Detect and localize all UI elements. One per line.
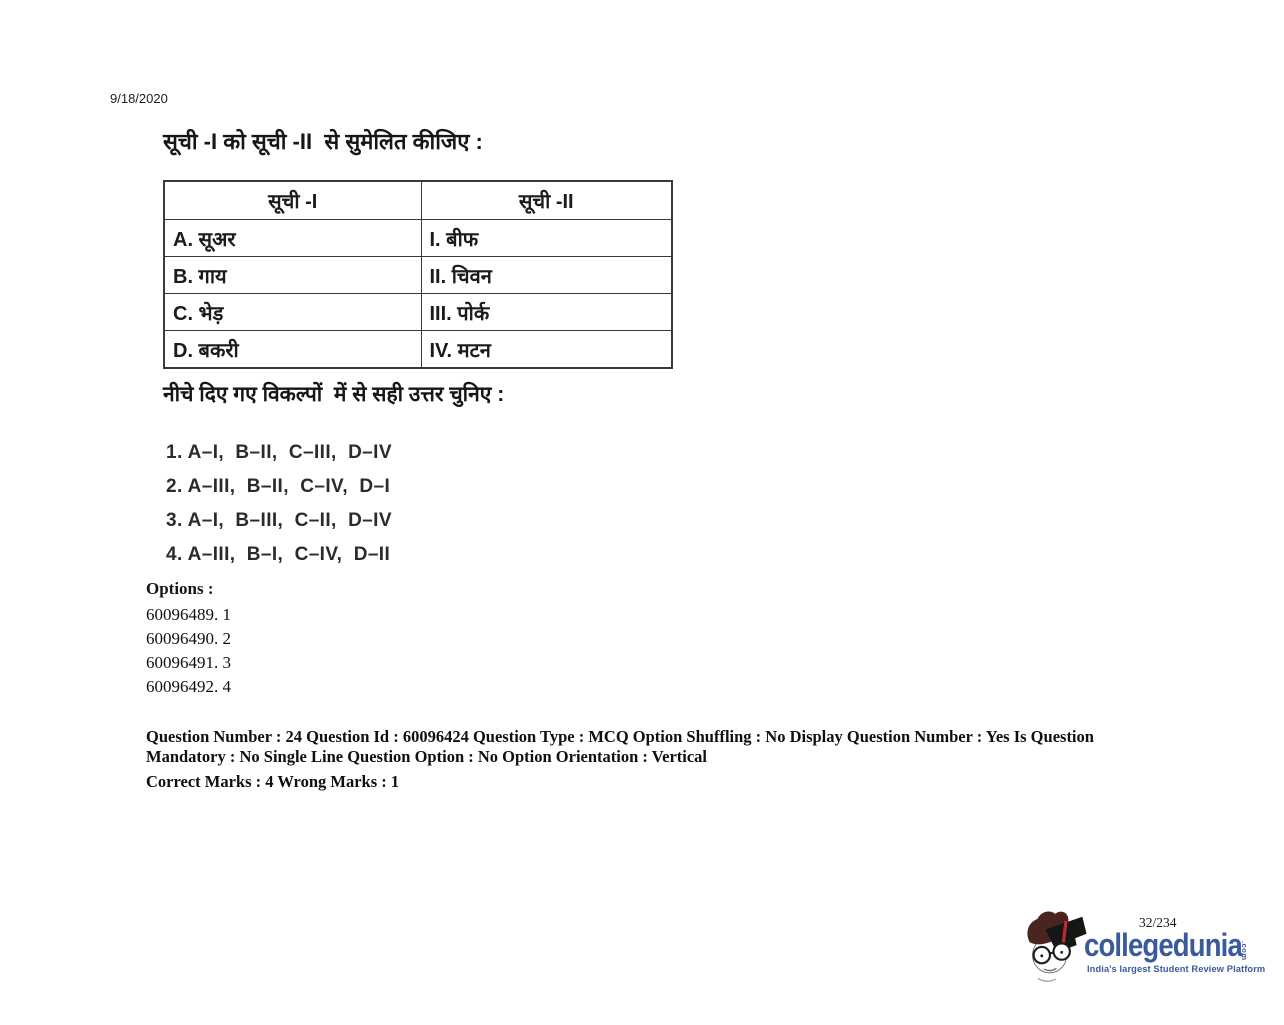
option-value: 2 xyxy=(222,629,231,648)
option-id-row xyxy=(146,627,231,651)
choice-2: 2. A–III, B–II, C–IV, D–I xyxy=(166,476,391,497)
choice-3: 3. A–I, B–III, C–II, D–IV xyxy=(166,510,392,531)
page-indicator: 32/234 xyxy=(1139,915,1177,930)
table-header-list1: सूची -I xyxy=(164,181,421,220)
table-header-row xyxy=(164,181,672,220)
marks-line: Correct Marks : 4 Wrong Marks : 1 xyxy=(146,772,400,791)
table-row xyxy=(164,257,672,294)
table-cell: I. बीफ xyxy=(421,220,672,257)
option-value: 1 xyxy=(222,605,231,624)
table-cell: II. चिवन xyxy=(421,257,672,294)
question-metadata xyxy=(146,727,1151,792)
choice-1: 1. A–I, B–II, C–III, D–IV xyxy=(166,442,392,463)
option-id: 60096490. xyxy=(146,629,219,648)
table-row xyxy=(164,220,672,257)
graduate-mascot-icon xyxy=(1024,908,1088,993)
collegedunia-logo: collegedunia xyxy=(1084,927,1242,963)
table-cell: III. पोर्क xyxy=(421,294,672,331)
logo-tld: .com xyxy=(1240,941,1249,961)
option-id: 60096489. xyxy=(146,605,219,624)
table-row xyxy=(164,294,672,331)
table-header-list2: सूची -II xyxy=(421,181,672,220)
table-cell: C. भेड़ xyxy=(164,294,421,331)
options-label: Options : xyxy=(146,579,214,598)
choice-4: 4. A–III, B–I, C–IV, D–II xyxy=(166,544,391,565)
option-id: 60096491. xyxy=(146,653,219,672)
question-instruction: नीचे दिए गए विकल्पों में से सही उत्तर चुनिए : xyxy=(163,383,505,406)
table-cell: A. सूअर xyxy=(164,220,421,257)
table-cell: B. गाय xyxy=(164,257,421,294)
option-id: 60096492. xyxy=(146,677,219,696)
option-value: 3 xyxy=(222,653,231,672)
question-prompt: सूची -I को सूची -II से सुमेलित कीजिए : xyxy=(163,129,483,154)
table-cell: IV. मटन xyxy=(421,331,672,369)
logo-tagline: India's largest Student Review Platform xyxy=(1087,964,1266,975)
table-row xyxy=(164,331,672,369)
question-metadata-line: Question Number : 24 Question Id : 60096424 Question Type : MCQ Option Shuffling : No Display Question Number : Yes Is Question Mandatory : No Single Line Question Option : No Option Orientation : Vertical xyxy=(146,727,1094,766)
option-id-row xyxy=(146,603,231,627)
option-value: 4 xyxy=(222,677,231,696)
option-id-row xyxy=(146,675,231,699)
table-cell: D. बकरी xyxy=(164,331,421,369)
print-date: 9/18/2020 xyxy=(110,91,168,106)
choice-list xyxy=(166,436,392,572)
option-id-list xyxy=(146,603,231,699)
option-id-row xyxy=(146,651,231,675)
match-table xyxy=(163,180,673,369)
